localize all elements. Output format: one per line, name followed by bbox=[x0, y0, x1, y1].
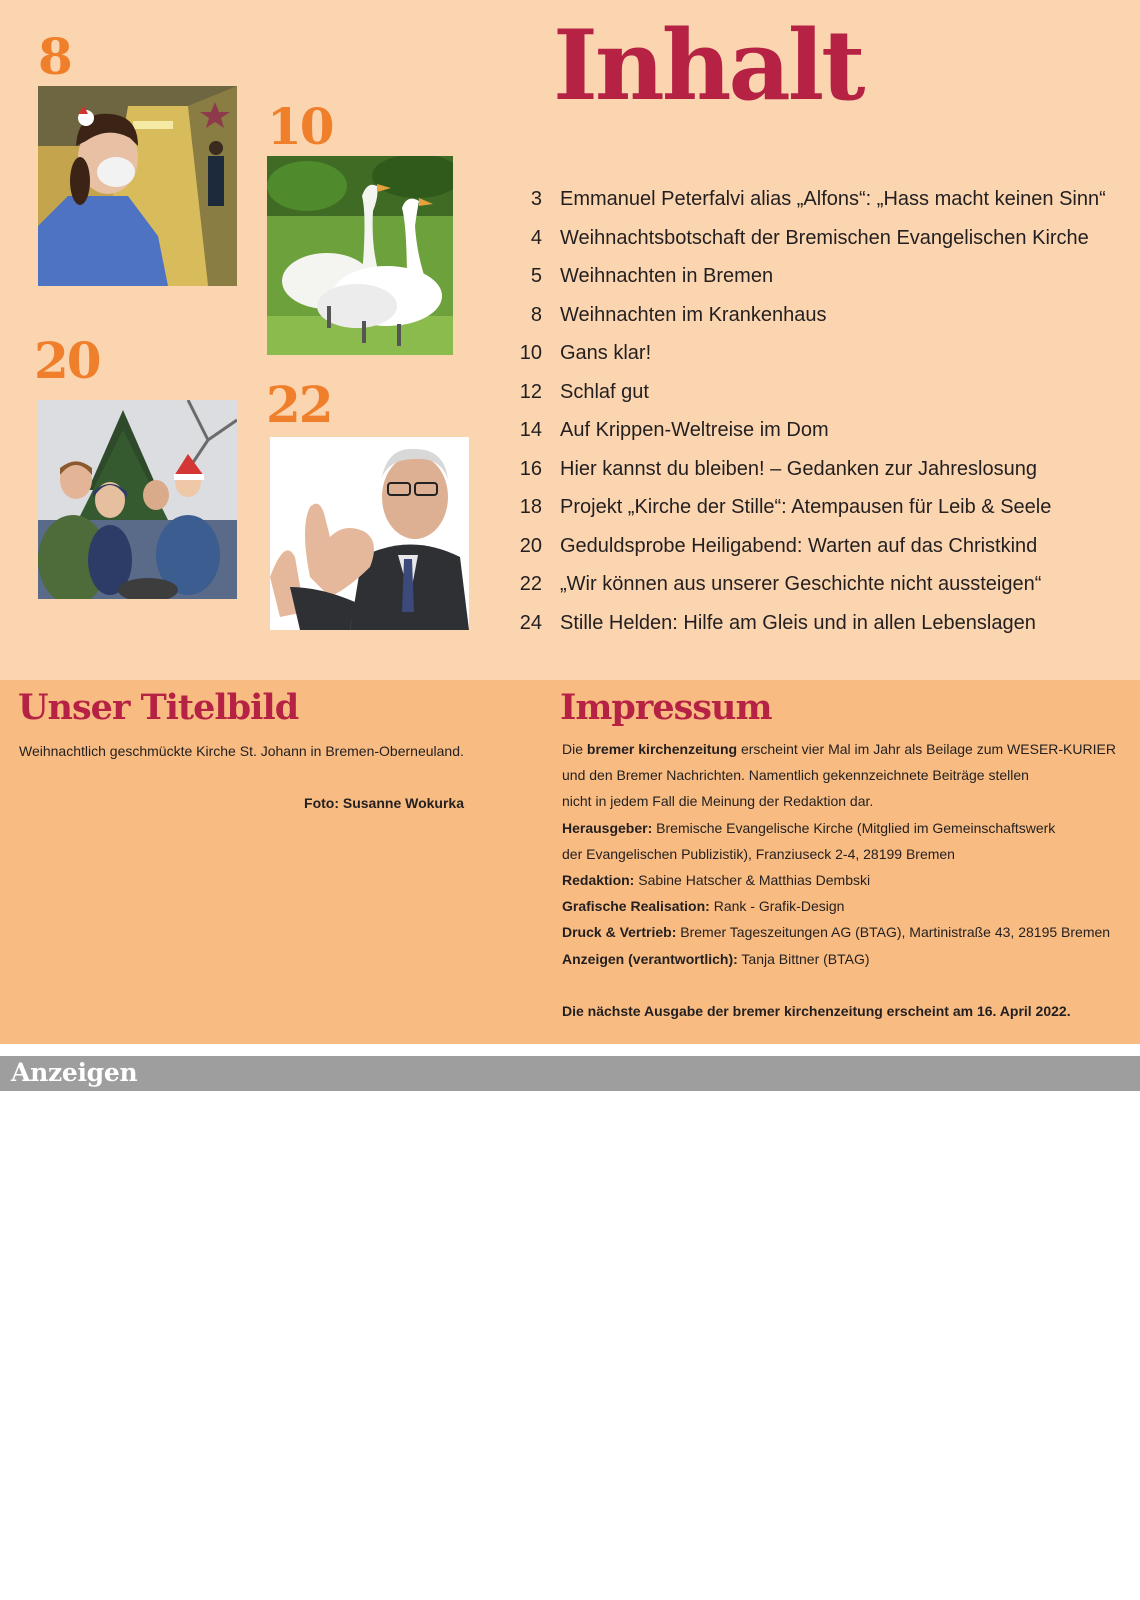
photo-man-image bbox=[270, 437, 469, 630]
toc-entry[interactable] bbox=[500, 224, 1120, 263]
toc-entry[interactable] bbox=[500, 609, 1120, 648]
toc-entry[interactable] bbox=[500, 455, 1120, 494]
photo-nurse-image bbox=[38, 86, 237, 286]
toc-entry[interactable] bbox=[500, 301, 1120, 340]
toc-title: Projekt „Kirche der Stille“: Atempausen für Leib & Seele bbox=[560, 496, 1052, 518]
impressum-printing bbox=[562, 924, 1122, 950]
impressum-ads bbox=[562, 951, 1122, 977]
toc-page-number: 16 bbox=[519, 457, 542, 480]
photo-page-number: 10 bbox=[267, 97, 333, 156]
toc-page-number: 4 bbox=[530, 226, 542, 249]
toc-entry[interactable] bbox=[500, 493, 1120, 532]
impressum-title: Impressum bbox=[560, 687, 772, 728]
ads-value: Tanja Bittner (BTAG) bbox=[737, 950, 870, 967]
ads-section-title: Anzeigen bbox=[11, 1058, 138, 1087]
toc-entry[interactable] bbox=[500, 378, 1120, 417]
editorial-label: Redaktion: bbox=[562, 871, 635, 888]
toc-page-number: 18 bbox=[519, 496, 542, 518]
table-of-contents bbox=[500, 185, 1120, 647]
photo-page-number: 20 bbox=[34, 331, 100, 390]
impressum-line: nicht in jedem Fall die Meinung der Redaktion dar. bbox=[562, 793, 874, 810]
impressum-design bbox=[562, 898, 1122, 924]
photo-geese[interactable] bbox=[267, 156, 453, 355]
design-value: Rank - Grafik-Design bbox=[709, 898, 845, 915]
toc-title: Weihnachtsbotschaft der Bremischen Evangelischen Kirche bbox=[560, 226, 1089, 249]
impressum-line: der Evangelischen Publizistik), Franziuseck 2-4, 28199 Bremen bbox=[562, 845, 955, 862]
printing-label: Druck & Vertrieb: bbox=[562, 924, 677, 941]
toc-title: Geduldsprobe Heiligabend: Warten auf das Christkind bbox=[560, 534, 1038, 557]
editorial-value: Sabine Hatscher & Matthias Dembski bbox=[634, 871, 871, 888]
photo-family[interactable] bbox=[38, 400, 237, 599]
toc-title: Weihnachten im Krankenhaus bbox=[560, 303, 827, 326]
toc-entry[interactable] bbox=[500, 339, 1120, 378]
toc-entry[interactable] bbox=[500, 570, 1120, 609]
toc-page-number: 10 bbox=[519, 342, 542, 364]
photo-man[interactable] bbox=[270, 437, 469, 630]
toc-entry[interactable] bbox=[500, 262, 1120, 301]
toc-title: Auf Krippen-Weltreise im Dom bbox=[560, 419, 829, 441]
toc-entry[interactable] bbox=[500, 532, 1120, 571]
photo-page-number: 8 bbox=[38, 27, 71, 86]
toc-page-number: 12 bbox=[519, 380, 542, 403]
toc-title: Gans klar! bbox=[560, 342, 652, 364]
impressum-line: und den Bremer Nachrichten. Namentlich gekennzeichnete Beiträge stellen bbox=[562, 767, 1029, 784]
publisher-label: Herausgeber: bbox=[562, 819, 653, 836]
toc-page-number: 22 bbox=[519, 573, 542, 595]
toc-page-number: 5 bbox=[530, 265, 542, 287]
toc-entry[interactable] bbox=[500, 416, 1120, 455]
photo-geese-image bbox=[267, 156, 453, 355]
ads-section-bar bbox=[0, 1056, 1140, 1091]
toc-title: Hier kannst du bleiben! – Gedanken zur Jahreslosung bbox=[560, 457, 1037, 480]
design-label: Grafische Realisation: bbox=[562, 898, 710, 915]
toc-title: „Wir können aus unserer Geschichte nicht aussteigen“ bbox=[560, 573, 1042, 595]
toc-entry[interactable] bbox=[500, 185, 1120, 224]
printing-value: Bremer Tageszeitungen AG (BTAG), Martinistraße 43, 28195 Bremen bbox=[676, 924, 1111, 941]
contents-title: Inhalt bbox=[553, 9, 863, 122]
impressum-body bbox=[562, 741, 1122, 1019]
photo-page-number: 22 bbox=[266, 375, 332, 434]
toc-title: Emmanuel Peterfalvi alias „Alfons“: „Hass macht keinen Sinn“ bbox=[560, 188, 1106, 210]
toc-title: Weihnachten in Bremen bbox=[560, 265, 774, 287]
next-issue-notice: Die nächste Ausgabe der bremer kirchenzeitung erscheint am 16. April 2022. bbox=[562, 1002, 1071, 1019]
publisher-value: Bremische Evangelische Kirche (Mitglied im Gemeinschaftswerk bbox=[652, 819, 1056, 836]
photo-nurse[interactable] bbox=[38, 86, 237, 286]
toc-page-number: 20 bbox=[519, 534, 542, 557]
ads-label: Anzeigen (verantwortlich): bbox=[562, 950, 738, 967]
impressum-text: Die bbox=[562, 741, 587, 757]
toc-page-number: 3 bbox=[530, 188, 542, 210]
toc-page-number: 24 bbox=[519, 611, 542, 634]
photo-family-image bbox=[38, 400, 237, 599]
impressum-editorial bbox=[562, 872, 1122, 898]
toc-title: Schlaf gut bbox=[560, 380, 649, 403]
cover-photo-caption: Weihnachtlich geschmückte Kirche St. Johann in Bremen-Oberneuland. bbox=[19, 743, 464, 759]
cover-photo-credit: Foto: Susanne Wokurka bbox=[304, 795, 464, 811]
impressum-text: erscheint vier Mal im Jahr als Beilage zum WESER-KURIER bbox=[737, 741, 1116, 757]
impressum-publisher bbox=[562, 820, 1122, 846]
toc-page-number: 8 bbox=[530, 303, 542, 326]
impressum-line bbox=[562, 741, 1122, 767]
toc-title: Stille Helden: Hilfe am Gleis und in allen Lebenslagen bbox=[560, 611, 1036, 634]
toc-page-number: 14 bbox=[519, 419, 542, 441]
cover-photo-title: Unser Titelbild bbox=[18, 687, 299, 728]
publication-name: bremer kirchenzeitung bbox=[586, 741, 738, 757]
